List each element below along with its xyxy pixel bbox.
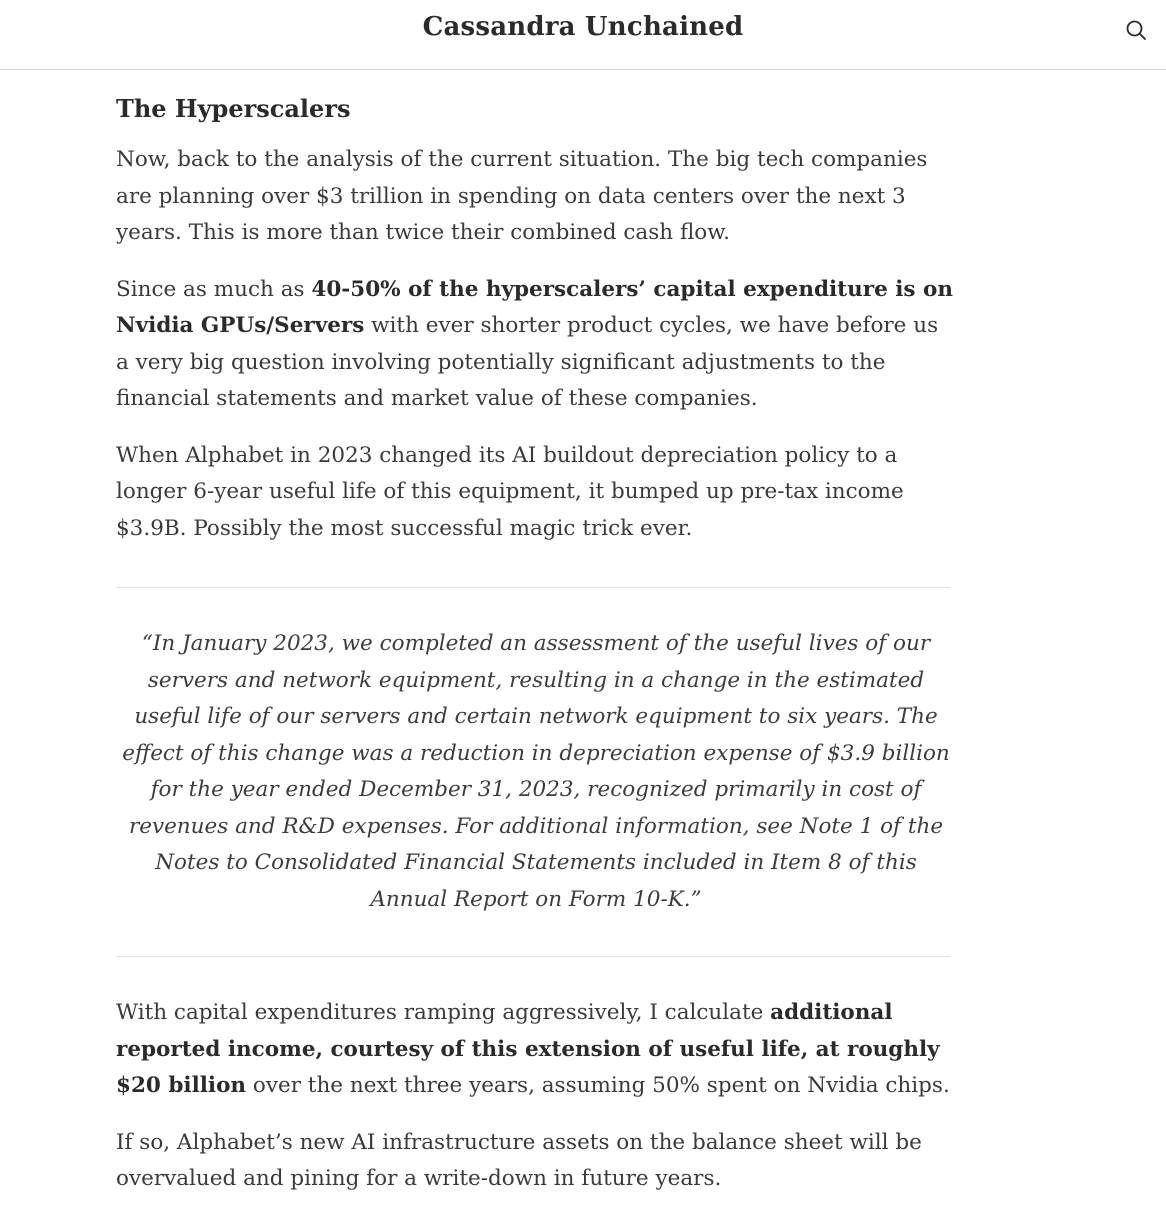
paragraph-3: When Alphabet in 2023 changed its AI buildout depreciation policy to a longer 6-year useful life of this equipment, it bumped up pre-tax income $3.9B. Possibly the most successful magic trick ever.: [116, 442, 904, 541]
paragraph-2-lead: Since as much as: [116, 276, 312, 302]
search-icon: [1124, 18, 1148, 42]
section-heading: The Hyperscalers: [116, 94, 351, 123]
paragraph-4-lead: With capital expenditures ramping aggressively, I calculate: [116, 1000, 771, 1025]
divider-bottom: [116, 956, 950, 957]
top-bar: [0, 0, 1166, 70]
search-button[interactable]: [1124, 18, 1148, 42]
paragraph-2-tail: with ever shorter product cycles, we have before us a very big question involving potentially significant adjustments to the financial statements and market value of these companies.: [116, 313, 939, 411]
divider-top: [116, 587, 950, 588]
paragraph-4: [116, 995, 956, 1105]
paragraph-2-bold: 40-50% of the hyperscalers’ capital expenditure is on Nvidia GPUs/Servers: [116, 276, 953, 338]
blockquote: “In January 2023, we completed an assessment of the useful lives of our servers and network equipment, resulting in a change in the estimated useful life of our servers and certain network equipment to six years. The effect of this change was a reduction in depreciation expense of $3.9 billion for the year ended December 31, 2023, recognized primarily in cost of revenues and R&D expenses. For additional information, see Note 1 of the Notes to Consolidated Financial Statements included in Item 8 of this Annual Report on Form 10-K.”: [122, 631, 950, 912]
paragraph-1: Now, back to the analysis of the current situation. The big tech companies are planning over $3 trillion in spending on data centers over the next 3 years. This is more than twice their combined cash flow.: [116, 147, 928, 245]
paragraph-4-tail: over the next three years, assuming 50% spent on Nvidia chips.: [246, 1073, 950, 1098]
paragraph-4-bold: additional reported income, courtesy of this extension of useful life, at roughly $20 billion: [116, 1000, 940, 1098]
paragraph-2: [116, 272, 956, 418]
paragraph-5: If so, Alphabet’s new AI infrastructure assets on the balance sheet will be overvalued and pining for a write-down in future years.: [116, 1129, 922, 1191]
site-title[interactable]: Cassandra Unchained: [422, 12, 744, 42]
article-body: [116, 92, 956, 1218]
